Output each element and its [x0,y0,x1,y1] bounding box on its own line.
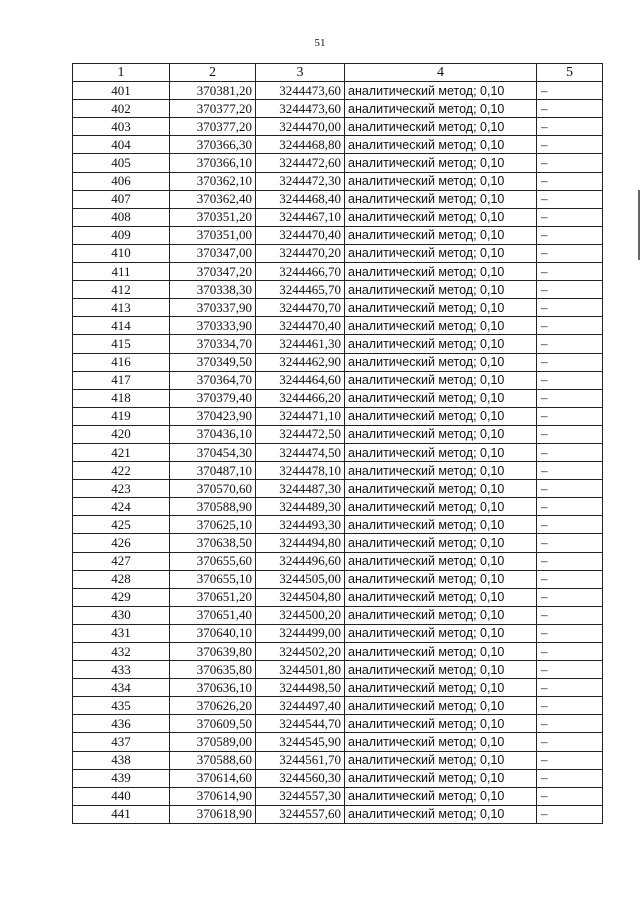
point-number-cell: 401 [73,82,170,100]
point-number-cell: 406 [73,172,170,190]
point-number-cell: 428 [73,570,170,588]
x-coordinate-cell: 370381,20 [170,82,256,100]
table-row [73,154,603,172]
x-coordinate-cell: 370614,90 [170,787,256,805]
method-accuracy-cell: аналитический метод; 0,10 [345,281,537,299]
point-number-cell: 437 [73,733,170,751]
method-accuracy-cell: аналитический метод; 0,10 [345,389,537,407]
table-row [73,751,603,769]
note-cell: – [537,769,603,787]
method-accuracy-cell: аналитический метод; 0,10 [345,100,537,118]
y-coordinate-cell: 3244466,70 [256,263,345,281]
x-coordinate-cell: 370362,10 [170,172,256,190]
x-coordinate-cell: 370362,40 [170,190,256,208]
y-coordinate-cell: 3244557,30 [256,787,345,805]
y-coordinate-cell: 3244470,70 [256,299,345,317]
x-coordinate-cell: 370347,00 [170,244,256,262]
y-coordinate-cell: 3244498,50 [256,679,345,697]
method-accuracy-cell: аналитический метод; 0,10 [345,606,537,624]
table-row [73,190,603,208]
method-accuracy-cell: аналитический метод; 0,10 [345,534,537,552]
note-cell: – [537,751,603,769]
y-coordinate-cell: 3244467,10 [256,208,345,226]
table-row [73,715,603,733]
coordinates-table-container [72,63,602,824]
note-cell: – [537,715,603,733]
x-coordinate-cell: 370436,10 [170,425,256,443]
table-row [73,172,603,190]
y-coordinate-cell: 3244497,40 [256,697,345,715]
point-number-cell: 422 [73,462,170,480]
y-coordinate-cell: 3244489,30 [256,498,345,516]
table-row [73,317,603,335]
table-row [73,335,603,353]
x-coordinate-cell: 370338,30 [170,281,256,299]
x-coordinate-cell: 370614,60 [170,769,256,787]
table-row [73,371,603,389]
method-accuracy-cell: аналитический метод; 0,10 [345,588,537,606]
x-coordinate-cell: 370334,70 [170,335,256,353]
x-coordinate-cell: 370588,60 [170,751,256,769]
note-cell: – [537,136,603,154]
point-number-cell: 403 [73,118,170,136]
note-cell: – [537,679,603,697]
method-accuracy-cell: аналитический метод; 0,10 [345,190,537,208]
point-number-cell: 431 [73,624,170,642]
note-cell: – [537,226,603,244]
x-coordinate-cell: 370638,50 [170,534,256,552]
method-accuracy-cell: аналитический метод; 0,10 [345,425,537,443]
note-cell: – [537,588,603,606]
x-coordinate-cell: 370651,40 [170,606,256,624]
method-accuracy-cell: аналитический метод; 0,10 [345,118,537,136]
note-cell: – [537,787,603,805]
note-cell: – [537,425,603,443]
note-cell: – [537,317,603,335]
table-row [73,244,603,262]
table-row [73,787,603,805]
table-row [73,425,603,443]
note-cell: – [537,534,603,552]
x-coordinate-cell: 370655,10 [170,570,256,588]
y-coordinate-cell: 3244560,30 [256,769,345,787]
method-accuracy-cell: аналитический метод; 0,10 [345,82,537,100]
method-accuracy-cell: аналитический метод; 0,10 [345,172,537,190]
x-coordinate-cell: 370379,40 [170,389,256,407]
y-coordinate-cell: 3244472,50 [256,425,345,443]
method-accuracy-cell: аналитический метод; 0,10 [345,679,537,697]
y-coordinate-cell: 3244465,70 [256,281,345,299]
y-coordinate-cell: 3244468,40 [256,190,345,208]
note-cell: – [537,606,603,624]
point-number-cell: 441 [73,805,170,823]
table-row [73,606,603,624]
method-accuracy-cell: аналитический метод; 0,10 [345,552,537,570]
point-number-cell: 410 [73,244,170,262]
table-row [73,226,603,244]
x-coordinate-cell: 370635,80 [170,661,256,679]
y-coordinate-cell: 3244474,50 [256,443,345,461]
method-accuracy-cell: аналитический метод; 0,10 [345,751,537,769]
table-row [73,643,603,661]
method-accuracy-cell: аналитический метод; 0,10 [345,407,537,425]
x-coordinate-cell: 370640,10 [170,624,256,642]
point-number-cell: 407 [73,190,170,208]
note-cell: – [537,118,603,136]
method-accuracy-cell: аналитический метод; 0,10 [345,715,537,733]
note-cell: – [537,299,603,317]
y-coordinate-cell: 3244471,10 [256,407,345,425]
y-coordinate-cell: 3244470,40 [256,317,345,335]
table-row [73,661,603,679]
y-coordinate-cell: 3244501,80 [256,661,345,679]
method-accuracy-cell: аналитический метод; 0,10 [345,480,537,498]
note-cell: – [537,643,603,661]
point-number-cell: 415 [73,335,170,353]
point-number-cell: 418 [73,389,170,407]
note-cell: – [537,805,603,823]
method-accuracy-cell: аналитический метод; 0,10 [345,154,537,172]
point-number-cell: 412 [73,281,170,299]
method-accuracy-cell: аналитический метод; 0,10 [345,697,537,715]
note-cell: – [537,263,603,281]
point-number-cell: 429 [73,588,170,606]
method-accuracy-cell: аналитический метод; 0,10 [345,643,537,661]
point-number-cell: 436 [73,715,170,733]
x-coordinate-cell: 370349,50 [170,353,256,371]
method-accuracy-cell: аналитический метод; 0,10 [345,787,537,805]
y-coordinate-cell: 3244461,30 [256,335,345,353]
table-row [73,299,603,317]
x-coordinate-cell: 370589,00 [170,733,256,751]
y-coordinate-cell: 3244464,60 [256,371,345,389]
point-number-cell: 409 [73,226,170,244]
table-row [73,389,603,407]
y-coordinate-cell: 3244466,20 [256,389,345,407]
table-row [73,462,603,480]
method-accuracy-cell: аналитический метод; 0,10 [345,226,537,244]
note-cell: – [537,281,603,299]
table-row [73,805,603,823]
note-cell: – [537,480,603,498]
y-coordinate-cell: 3244505,00 [256,570,345,588]
table-body [73,82,603,824]
note-cell: – [537,462,603,480]
point-number-cell: 427 [73,552,170,570]
point-number-cell: 417 [73,371,170,389]
note-cell: – [537,82,603,100]
x-coordinate-cell: 370609,50 [170,715,256,733]
x-coordinate-cell: 370423,90 [170,407,256,425]
y-coordinate-cell: 3244544,70 [256,715,345,733]
method-accuracy-cell: аналитический метод; 0,10 [345,769,537,787]
note-cell: – [537,190,603,208]
table-row [73,208,603,226]
x-coordinate-cell: 370377,20 [170,100,256,118]
point-number-cell: 434 [73,679,170,697]
y-coordinate-cell: 3244500,20 [256,606,345,624]
note-cell: – [537,624,603,642]
table-row [73,281,603,299]
point-number-cell: 414 [73,317,170,335]
method-accuracy-cell: аналитический метод; 0,10 [345,624,537,642]
note-cell: – [537,100,603,118]
x-coordinate-cell: 370337,90 [170,299,256,317]
table-row [73,118,603,136]
note-cell: – [537,661,603,679]
x-coordinate-cell: 370333,90 [170,317,256,335]
note-cell: – [537,335,603,353]
coordinates-table [72,63,603,824]
point-number-cell: 430 [73,606,170,624]
table-row [73,733,603,751]
note-cell: – [537,244,603,262]
x-coordinate-cell: 370651,20 [170,588,256,606]
note-cell: – [537,407,603,425]
method-accuracy-cell: аналитический метод; 0,10 [345,661,537,679]
table-row [73,353,603,371]
table-row [73,480,603,498]
y-coordinate-cell: 3244468,80 [256,136,345,154]
table-row [73,534,603,552]
y-coordinate-cell: 3244496,60 [256,552,345,570]
x-coordinate-cell: 370377,20 [170,118,256,136]
method-accuracy-cell: аналитический метод; 0,10 [345,805,537,823]
table-row [73,588,603,606]
y-coordinate-cell: 3244494,80 [256,534,345,552]
point-number-cell: 435 [73,697,170,715]
column-header-5: 5 [537,64,603,82]
column-header-3: 3 [256,64,345,82]
point-number-cell: 416 [73,353,170,371]
x-coordinate-cell: 370351,20 [170,208,256,226]
note-cell: – [537,570,603,588]
y-coordinate-cell: 3244493,30 [256,516,345,534]
point-number-cell: 404 [73,136,170,154]
note-cell: – [537,552,603,570]
method-accuracy-cell: аналитический метод; 0,10 [345,353,537,371]
y-coordinate-cell: 3244561,70 [256,751,345,769]
x-coordinate-cell: 370625,10 [170,516,256,534]
table-row [73,570,603,588]
point-number-cell: 438 [73,751,170,769]
point-number-cell: 440 [73,787,170,805]
point-number-cell: 419 [73,407,170,425]
point-number-cell: 424 [73,498,170,516]
table-row [73,443,603,461]
point-number-cell: 421 [73,443,170,461]
method-accuracy-cell: аналитический метод; 0,10 [345,516,537,534]
table-row [73,407,603,425]
y-coordinate-cell: 3244470,20 [256,244,345,262]
note-cell: – [537,516,603,534]
x-coordinate-cell: 370655,60 [170,552,256,570]
note-cell: – [537,371,603,389]
table-row [73,552,603,570]
method-accuracy-cell: аналитический метод; 0,10 [345,208,537,226]
table-row [73,679,603,697]
table-row [73,769,603,787]
y-coordinate-cell: 3244504,80 [256,588,345,606]
x-coordinate-cell: 370570,60 [170,480,256,498]
point-number-cell: 413 [73,299,170,317]
note-cell: – [537,443,603,461]
y-coordinate-cell: 3244557,60 [256,805,345,823]
table-row [73,100,603,118]
y-coordinate-cell: 3244545,90 [256,733,345,751]
method-accuracy-cell: аналитический метод; 0,10 [345,299,537,317]
table-row [73,136,603,154]
x-coordinate-cell: 370366,30 [170,136,256,154]
x-coordinate-cell: 370364,70 [170,371,256,389]
method-accuracy-cell: аналитический метод; 0,10 [345,244,537,262]
method-accuracy-cell: аналитический метод; 0,10 [345,136,537,154]
y-coordinate-cell: 3244470,40 [256,226,345,244]
table-row [73,516,603,534]
method-accuracy-cell: аналитический метод; 0,10 [345,462,537,480]
y-coordinate-cell: 3244473,60 [256,82,345,100]
point-number-cell: 425 [73,516,170,534]
table-row [73,624,603,642]
y-coordinate-cell: 3244502,20 [256,643,345,661]
x-coordinate-cell: 370487,10 [170,462,256,480]
y-coordinate-cell: 3244470,00 [256,118,345,136]
column-header-2: 2 [170,64,256,82]
note-cell: – [537,172,603,190]
y-coordinate-cell: 3244478,10 [256,462,345,480]
note-cell: – [537,353,603,371]
point-number-cell: 411 [73,263,170,281]
point-number-cell: 405 [73,154,170,172]
method-accuracy-cell: аналитический метод; 0,10 [345,443,537,461]
x-coordinate-cell: 370639,80 [170,643,256,661]
y-coordinate-cell: 3244499,00 [256,624,345,642]
x-coordinate-cell: 370618,90 [170,805,256,823]
x-coordinate-cell: 370588,90 [170,498,256,516]
point-number-cell: 426 [73,534,170,552]
y-coordinate-cell: 3244487,30 [256,480,345,498]
table-row [73,498,603,516]
note-cell: – [537,154,603,172]
point-number-cell: 439 [73,769,170,787]
y-coordinate-cell: 3244472,30 [256,172,345,190]
x-coordinate-cell: 370366,10 [170,154,256,172]
table-row [73,697,603,715]
method-accuracy-cell: аналитический метод; 0,10 [345,317,537,335]
method-accuracy-cell: аналитический метод; 0,10 [345,498,537,516]
note-cell: – [537,389,603,407]
method-accuracy-cell: аналитический метод; 0,10 [345,335,537,353]
x-coordinate-cell: 370626,20 [170,697,256,715]
note-cell: – [537,498,603,516]
method-accuracy-cell: аналитический метод; 0,10 [345,733,537,751]
x-coordinate-cell: 370347,20 [170,263,256,281]
point-number-cell: 423 [73,480,170,498]
point-number-cell: 432 [73,643,170,661]
point-number-cell: 402 [73,100,170,118]
point-number-cell: 433 [73,661,170,679]
point-number-cell: 408 [73,208,170,226]
note-cell: – [537,697,603,715]
y-coordinate-cell: 3244472,60 [256,154,345,172]
y-coordinate-cell: 3244462,90 [256,353,345,371]
note-cell: – [537,208,603,226]
x-coordinate-cell: 370636,10 [170,679,256,697]
y-coordinate-cell: 3244473,60 [256,100,345,118]
x-coordinate-cell: 370351,00 [170,226,256,244]
column-header-1: 1 [73,64,170,82]
method-accuracy-cell: аналитический метод; 0,10 [345,570,537,588]
page-number: 51 [314,37,326,49]
table-row [73,263,603,281]
method-accuracy-cell: аналитический метод; 0,10 [345,371,537,389]
table-row [73,82,603,100]
column-header-4: 4 [345,64,537,82]
note-cell: – [537,733,603,751]
x-coordinate-cell: 370454,30 [170,443,256,461]
point-number-cell: 420 [73,425,170,443]
table-header-row [73,64,603,82]
method-accuracy-cell: аналитический метод; 0,10 [345,263,537,281]
